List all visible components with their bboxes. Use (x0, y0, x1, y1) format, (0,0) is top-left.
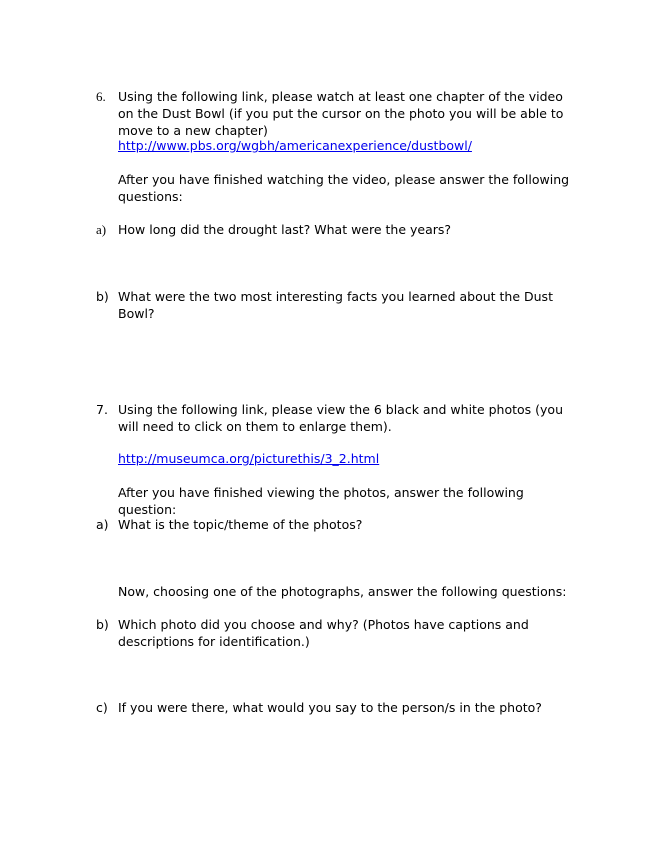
question-text: Using the following link, please watch at least one chapter of the video on the Dust Bowl (if you put the cursor on the photo you will be able to move to a new chapter) (118, 89, 564, 138)
part-text: How long did the drought last? What were the years? (118, 222, 452, 237)
part-label: a) (96, 222, 107, 237)
part-text: If you were there, what would you say to the person/s in the photo? (118, 700, 542, 715)
instruction-text: After you have finished viewing the photos, answer the following question: (118, 485, 524, 517)
part-text: Which photo did you choose and why? (Photos have captions and descriptions for identification.) (118, 617, 529, 649)
part-label: c) (96, 700, 108, 715)
question-number: 6. (96, 89, 106, 104)
dust-bowl-video-link[interactable]: http://www.pbs.org/wgbh/americanexperience/dustbowl/ (118, 138, 472, 153)
instruction-text: After you have finished watching the video, please answer the following questions: (118, 172, 570, 204)
question-text: Using the following link, please view the 6 black and white photos (you will need to click on them to enlarge them). (118, 402, 563, 434)
part-text: What is the topic/theme of the photos? (118, 517, 363, 532)
part-text: What were the two most interesting facts you learned about the Dust Bowl? (118, 289, 553, 321)
question-number: 7. (96, 402, 108, 417)
instruction-text: Now, choosing one of the photographs, answer the following questions: (118, 584, 567, 599)
part-label: b) (96, 289, 109, 304)
part-label: a) (96, 517, 109, 532)
museum-photos-link[interactable]: http://museumca.org/picturethis/3_2.html (118, 451, 380, 466)
part-label: b) (96, 617, 109, 632)
